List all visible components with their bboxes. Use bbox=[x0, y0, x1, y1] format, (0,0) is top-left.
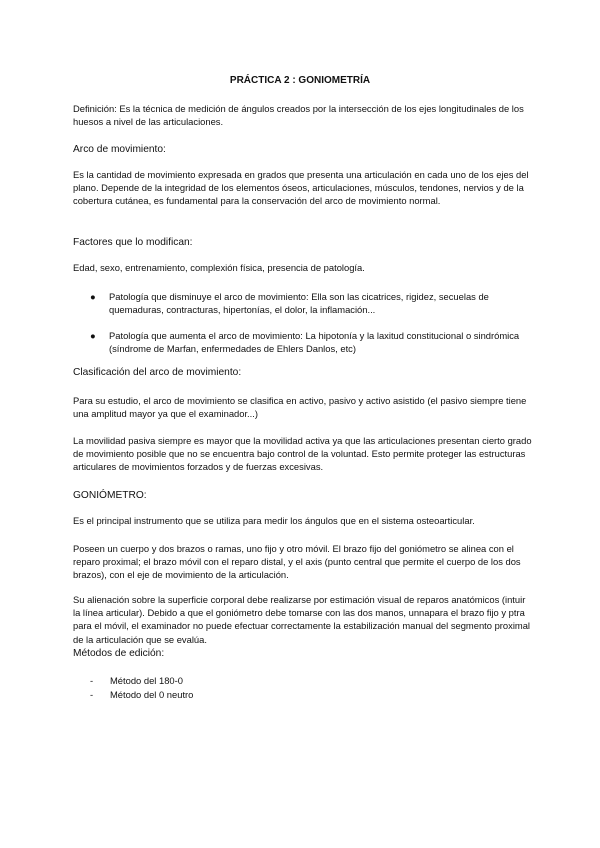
bullet-text: Patología que disminuye el arco de movimiento: Ella son las cicatrices, rigidez, secuelas de quemaduras, contracturas, hipertonías, el dolor, la inflamación... bbox=[109, 291, 489, 316]
list-item bbox=[90, 688, 390, 701]
bullet-text: Patología que aumenta el arco de movimiento: La hipotonía y la laxitud constitucional o sindrómica (síndrome de Marfan, enfermedades de Ehlers Danlos, etc) bbox=[109, 330, 520, 355]
dash-icon: - bbox=[90, 675, 94, 686]
goniometro-paragraph-1: Es el principal instrumento que se utiliza para medir los ángulos que en el sistema osteoarticular. bbox=[73, 515, 475, 526]
metodos-heading: Métodos de edición: bbox=[73, 648, 165, 659]
goniometro-paragraph-2: Poseen un cuerpo y dos brazos o ramas, uno fijo y otro móvil. El brazo fijo del goniómetro se alinea con el reparo proximal; el brazo móvil con el reparo distal, y el axis (punto central que permite el cuerpo de los dos brazos), con el eje de movimiento de la articulación. bbox=[73, 543, 521, 581]
clasificacion-paragraph-2: La movilidad pasiva siempre es mayor que la movilidad activa ya que las articulaciones presentan cierto grado de movimiento posible que no se encuentra bajo control de la voluntad. Esto permite proteger las estructuras articulares de movimientos forzados y de fuerzas excesivas. bbox=[73, 435, 532, 473]
bullet-icon: ● bbox=[90, 291, 96, 302]
list-item bbox=[90, 329, 530, 355]
definicion-paragraph: Definición: Es la técnica de medición de ángulos creados por la intersección de los ejes longitudinales de los huesos a nivel de las articulaciones. bbox=[73, 103, 524, 128]
goniometro-heading: GONIÓMETRO: bbox=[73, 490, 147, 501]
arco-paragraph: Es la cantidad de movimiento expresada en grados que presenta una articulación en cada uno de los ejes del plano. Depende de la integridad de los elementos óseos, articulaciones, músculos, tendones, nervios y de la cobertura cutánea, es fundamental para la conservación del arco de movimiento normal. bbox=[73, 169, 529, 207]
bullet-icon: ● bbox=[90, 330, 96, 341]
list-item bbox=[90, 674, 390, 687]
page-title: PRÁCTICA 2 : GONIOMETRÍA bbox=[229, 75, 371, 86]
clasificacion-heading: Clasificación del arco de movimiento: bbox=[73, 367, 242, 378]
factores-heading: Factores que lo modifican: bbox=[73, 237, 193, 248]
clasificacion-paragraph-1: Para su estudio, el arco de movimiento se clasifica en activo, pasivo y activo asistido (el pasivo siempre tiene una amplitud mayor ya que el examinador...) bbox=[73, 395, 527, 420]
metodo-text: Método del 180-0 bbox=[110, 675, 183, 686]
dash-icon: - bbox=[90, 689, 94, 700]
factores-paragraph: Edad, sexo, entrenamiento, complexión física, presencia de patología. bbox=[73, 262, 365, 273]
list-item bbox=[90, 290, 530, 316]
arco-heading: Arco de movimiento: bbox=[73, 144, 166, 155]
metodo-text: Método del 0 neutro bbox=[110, 689, 194, 700]
goniometro-paragraph-3: Su alienación sobre la superficie corporal debe realizarse por estimación visual de reparos anatómicos (intuir la línea articular). Debido a que el goniómetro debe tomarse con las dos manos, unnapara el brazo fijo y ptra para el móvil, el examinador no puede efectuar correctamente la estabilización manual del segmento proximal de la articulación que se evalúa. bbox=[73, 594, 531, 645]
